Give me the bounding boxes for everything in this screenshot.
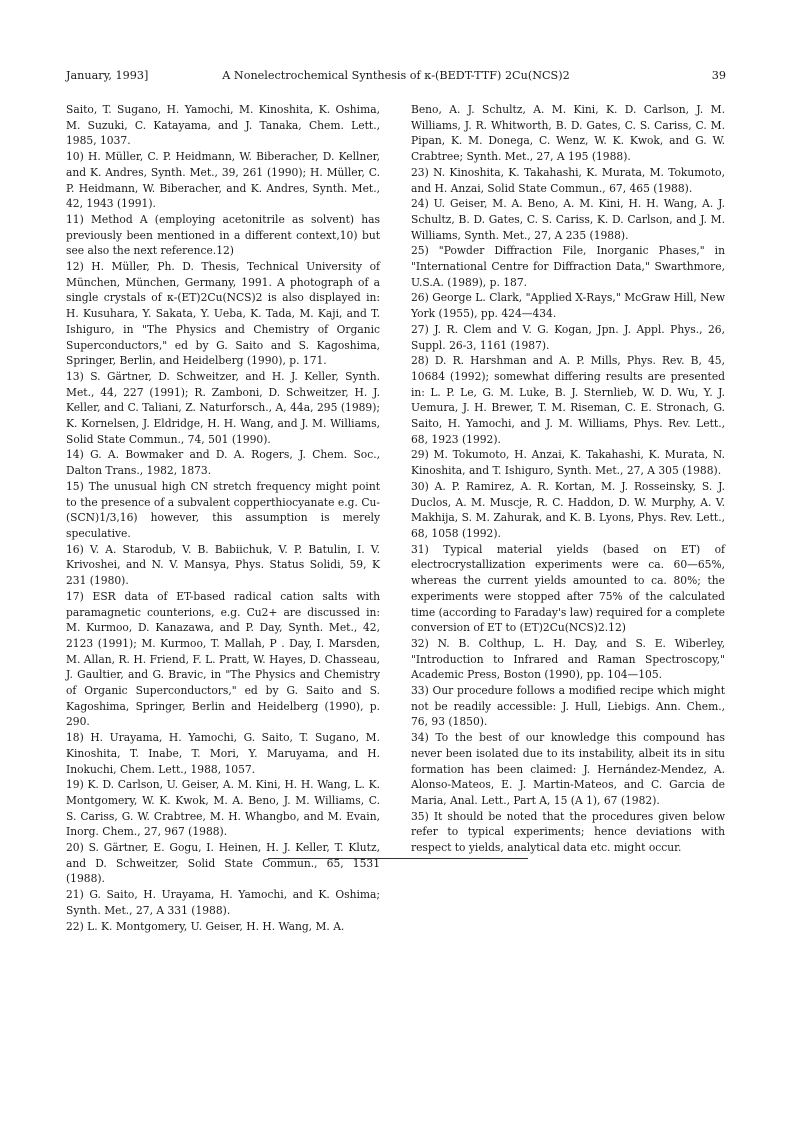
reference-20: 20) S. Gärtner, E. Gogu, I. Heinen, H. J. Keller, T. Klutz, and D. Schweitzer, Solid State Commun., 65, 1531 (1988). [66, 841, 380, 886]
running-header [66, 68, 726, 84]
reference-31: 31) Typical material yields (based on ET) of electrocrystallization experiments were ca. 60—65%, whereas the current yields amounted to ca. 80%; the experiments were stopped after 75% of the calculated time (according to Faraday's law) required for a complete conversion of ET to (ET)2Cu(NCS)2.12) [411, 542, 725, 635]
right-column-references [411, 102, 725, 856]
reference-32: 32) N. B. Colthup, L. H. Day, and S. E. Wiberley, "Introduction to Infrared and Raman Spectroscopy," Academic Press, Boston (1990), pp. 104—105. [411, 636, 725, 682]
reference-26: 26) George L. Clark, "Applied X-Rays," McGraw Hill, New York (1955), pp. 424—434. [411, 291, 725, 321]
reference-24: 24) U. Geiser, M. A. Beno, A. M. Kini, H. H. Wang, A. J. Schultz, B. D. Gates, C. S. Cariss, K. D. Carlson, and J. M. Williams, Synth. Met., 27, A 235 (1988). [411, 197, 725, 242]
reference-continuation: Saito, T. Sugano, H. Yamochi, M. Kinoshita, K. Oshima, M. Suzuki, C. Katayama, and J. Tanaka, Chem. Lett., 1985, 1037. [66, 103, 380, 148]
header-title: A Nonelectrochemical Synthesis of κ-(BEDT-TTF) 2Cu(NCS)2 [222, 69, 570, 82]
reference-14: 14) G. A. Bowmaker and D. A. Rogers, J. Chem. Soc., Dalton Trans., 1982, 1873. [66, 448, 380, 478]
reference-10: 10) H. Müller, C. P. Heidmann, W. Biberacher, D. Kellner, and K. Andres, Synth. Met., 39, 261 (1990); H. Müller, C. P. Heidmann, W. Biberacher, and K. Andres, Synth. Met., 42, 1943 (1991). [66, 150, 380, 211]
end-of-article-rule [268, 858, 528, 859]
reference-19: 19) K. D. Carlson, U. Geiser, A. M. Kini, H. H. Wang, L. K. Montgomery, W. K. Kwok, M. A. Beno, J. M. Williams, C. S. Cariss, G. W. Crabtree, M. H. Whangbo, and M. Evain, Inorg. Chem., 27, 967 (1988). [66, 778, 380, 839]
reference-15: 15) The unusual high CN stretch frequency might point to the presence of a subvalent copperthiocyanate e.g. Cu-(SCN)1/3,16) however, this assumption is merely speculative. [66, 479, 380, 540]
reference-35: 35) It should be noted that the procedures given below refer to typical experiments; hence deviations with respect to yields, analytical data etc. might occur. [411, 809, 725, 855]
reference-27: 27) J. R. Clem and V. G. Kogan, Jpn. J. Appl. Phys., 26, Suppl. 26-3, 1161 (1987). [411, 322, 725, 352]
reference-28: 28) D. R. Harshman and A. P. Mills, Phys. Rev. B, 45, 10684 (1992); somewhat differing results are presented in: L. P. Le, G. M. Luke, B. J. Sternlieb, W. D. Wu, Y. J. Uemura, J. H. Brewer, T. M. Riseman, C. E. Stronach, G. Saito, H. Yamochi, and J. M. Williams, Phys. Rev. Lett., 68, 1923 (1992). [411, 354, 725, 446]
reference-16: 16) V. A. Starodub, V. B. Babiichuk, V. P. Batulin, I. V. Krivoshei, and N. V. Mansya, Phys. Status Solidi, 59, K 231 (1980). [66, 542, 380, 588]
reference-23: 23) N. Kinoshita, K. Takahashi, K. Murata, M. Tokumoto, and H. Anzai, Solid State Commun., 67, 465 (1988). [411, 165, 725, 195]
reference-30: 30) A. P. Ramirez, A. R. Kortan, M. J. Rosseinsky, S. J. Duclos, A. M. Muscje, R. C. Haddon, D. W. Murphy, A. V. Makhija, S. M. Zahurak, and K. B. Lyons, Phys. Rev. Lett., 68, 1058 (1992). [411, 479, 725, 540]
reference-21: 21) G. Saito, H. Urayama, H. Yamochi, and K. Oshima; Synth. Met., 27, A 331 (1988). [66, 888, 380, 917]
reference-18: 18) H. Urayama, H. Yamochi, G. Saito, T. Sugano, M. Kinoshita, T. Inabe, T. Mori, Y. Maruyama, and H. Inokuchi, Chem. Lett., 1988, 1057. [66, 731, 380, 776]
reference-13: 13) S. Gärtner, D. Schweitzer, and H. J. Keller, Synth. Met., 44, 227 (1991); R. Zamboni, D. Schweitzer, H. J. Keller, and C. Taliani, Z. Naturforsch., A, 44a, 295 (1989); K. Kornelsen, J. Eldridge, H. H. Wang, and J. M. Williams, Solid State Commun., 74, 501 (1990). [66, 369, 380, 446]
reference-25: 25) "Powder Diffraction File, Inorganic Phases," in "International Centre for Diffraction Data," Swarthmore, U.S.A. (1989), p. 187. [411, 244, 725, 289]
page-number: 39 [711, 69, 726, 82]
reference-29: 29) M. Tokumoto, H. Anzai, K. Takahashi, K. Murata, N. Kinoshita, and T. Ishiguro, Synth. Met., 27, A 305 (1988). [411, 448, 725, 478]
reference-22: 22) L. K. Montgomery, U. Geiser, H. H. Wang, M. A. [66, 919, 345, 933]
header-date: January, 1993] [66, 69, 149, 82]
reference-34: 34) To the best of our knowledge this compound has never been isolated due to its instability, albeit its in situ formation has been claimed: J. Hernández-Mendez, A. Alonso-Mateos, E. J. Martin-Mateos, and C. Garcia de Maria, Anal. Lett., Part A, 15 (A 1), 67 (1982). [411, 731, 725, 807]
left-column-references [66, 102, 380, 934]
reference-11: 11) Method A (employing acetonitrile as solvent) has previously been mentioned in a different context,10) but see also the next reference.12) [66, 212, 380, 258]
reference-17: 17) ESR data of ET-based radical cation salts with paramagnetic counterions, e.g. Cu2+ are discussed in: M. Kurmoo, D. Kanazawa, and P. Day, Synth. Met., 42, 2123 (1991); M. Kurmoo, T. Mallah, P . Day, I. Marsden, M. Allan, R. H. Friend, F. L. Pratt, W. Hayes, D. Chasseau, J. Gaultier, and G. Bravic, in "The Physics and Chemistry of Organic Superconductors," ed by G. Saito and S. Kagoshima, Springer, Berlin and Heidelberg (1990), p. 290. [66, 589, 380, 729]
reference-33: 33) Our procedure follows a modified recipe which might not be readily accessible: J. Hull, Liebigs. Ann. Chem., 76, 93 (1850). [411, 684, 725, 729]
reference-12: 12) H. Müller, Ph. D. Thesis, Technical University of München, München, Germany, 1991. A photograph of a single crystals of κ-(ET)2Cu(NCS)2 is also displayed in: H. Kusuhara, Y. Sakata, Y. Ueba, K. Tada, M. Kaji, and T. Ishiguro, in "The Physics and Chemistry of Organic Superconductors," ed by G. Saito and S. Kagoshima, Springer, Berlin, and Heidelberg (1990), p. 171. [66, 260, 380, 368]
reference-22-continued: Beno, A. J. Schultz, A. M. Kini, K. D. Carlson, J. M. Williams, J. R. Whitworth, B. D. Gates, C. S. Cariss, C. M. Pipan, K. M. Donega, C. Wenz, W. K. Kwok, and G. W. Crabtree; Synth. Met., 27, A 195 (1988). [411, 103, 725, 164]
